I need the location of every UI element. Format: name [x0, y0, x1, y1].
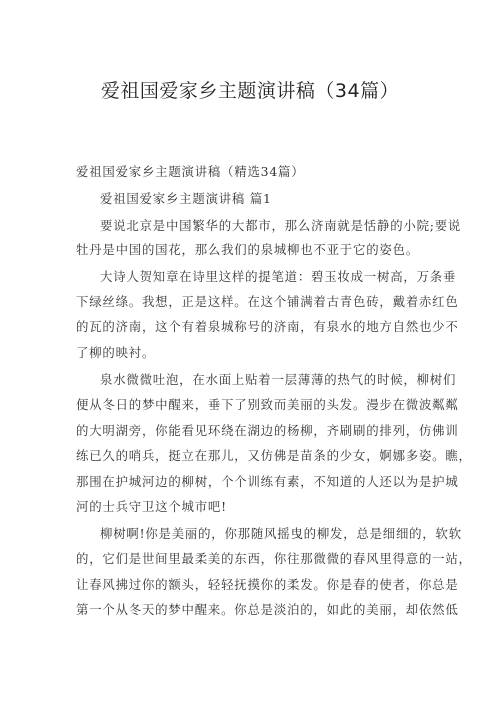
paragraph-line: 柳树啊!你是美丽的，你那随风摇曳的柳发，总是细细的，软软 [100, 526, 462, 541]
paragraph-line: 泉水微微吐泡，在水面上贴着一层薄薄的热气的时候，柳树们 [100, 372, 457, 387]
paragraph-line: 第一个从冬天的梦中醒来。你总是淡泊的，如此的美丽，却依然低 [76, 602, 459, 617]
paragraph-line: 的，它们是世间里最柔美的东西，你往那微微的春风里得意的一站， [76, 551, 472, 566]
paragraph-line: 了柳的映衬。 [76, 345, 156, 360]
paragraph-line: 下绿丝绦。我想，正是这样。在这个铺满着古青色砖，戴着赤红色 [76, 294, 459, 309]
paragraph-line: 的大明湖旁，你能看见环绕在湖边的杨柳，齐刷刷的排列，仿佛训 [76, 423, 459, 438]
paragraph-line: 让春风拂过你的额头，轻轻抚摸你的柔发。你是春的使者，你总是 [76, 577, 459, 592]
paragraph-line: 的瓦的济南，这个有着泉城称号的济南，有泉水的地方自然也少不 [76, 319, 459, 334]
subtitle-line: 爱祖国爱家乡主题演讲稿（精选34篇） [76, 164, 305, 179]
section-heading: 爱祖国爱家乡主题演讲稿 篇1 [100, 191, 272, 206]
document-title: 爱祖国爱家乡主题演讲稿（34篇） [100, 80, 400, 102]
paragraph-line: 练已久的哨兵，挺立在那儿，又仿佛是苗条的少女，婀娜多姿。瞧， [76, 448, 472, 463]
paragraph-line: 便从冬日的梦中醒来，垂下了别致而美丽的头发。漫步在微波粼粼 [76, 397, 459, 412]
paragraph-line: 要说北京是中国繁华的大都市，那么济南就是恬静的小院;要说 [100, 218, 462, 233]
paragraph-line: 那围在护城河边的柳树，个个训练有素，不知道的人还以为是护城 [76, 474, 459, 489]
paragraph-line: 河的士兵守卫这个城市吧! [76, 499, 227, 514]
paragraph-line: 牡丹是中国的国花，那么我们的泉城柳也不亚于它的姿色。 [76, 242, 419, 257]
paragraph-line: 大诗人贺知章在诗里这样的提笔道：碧玉妆成一树高，万条垂 [100, 269, 457, 284]
